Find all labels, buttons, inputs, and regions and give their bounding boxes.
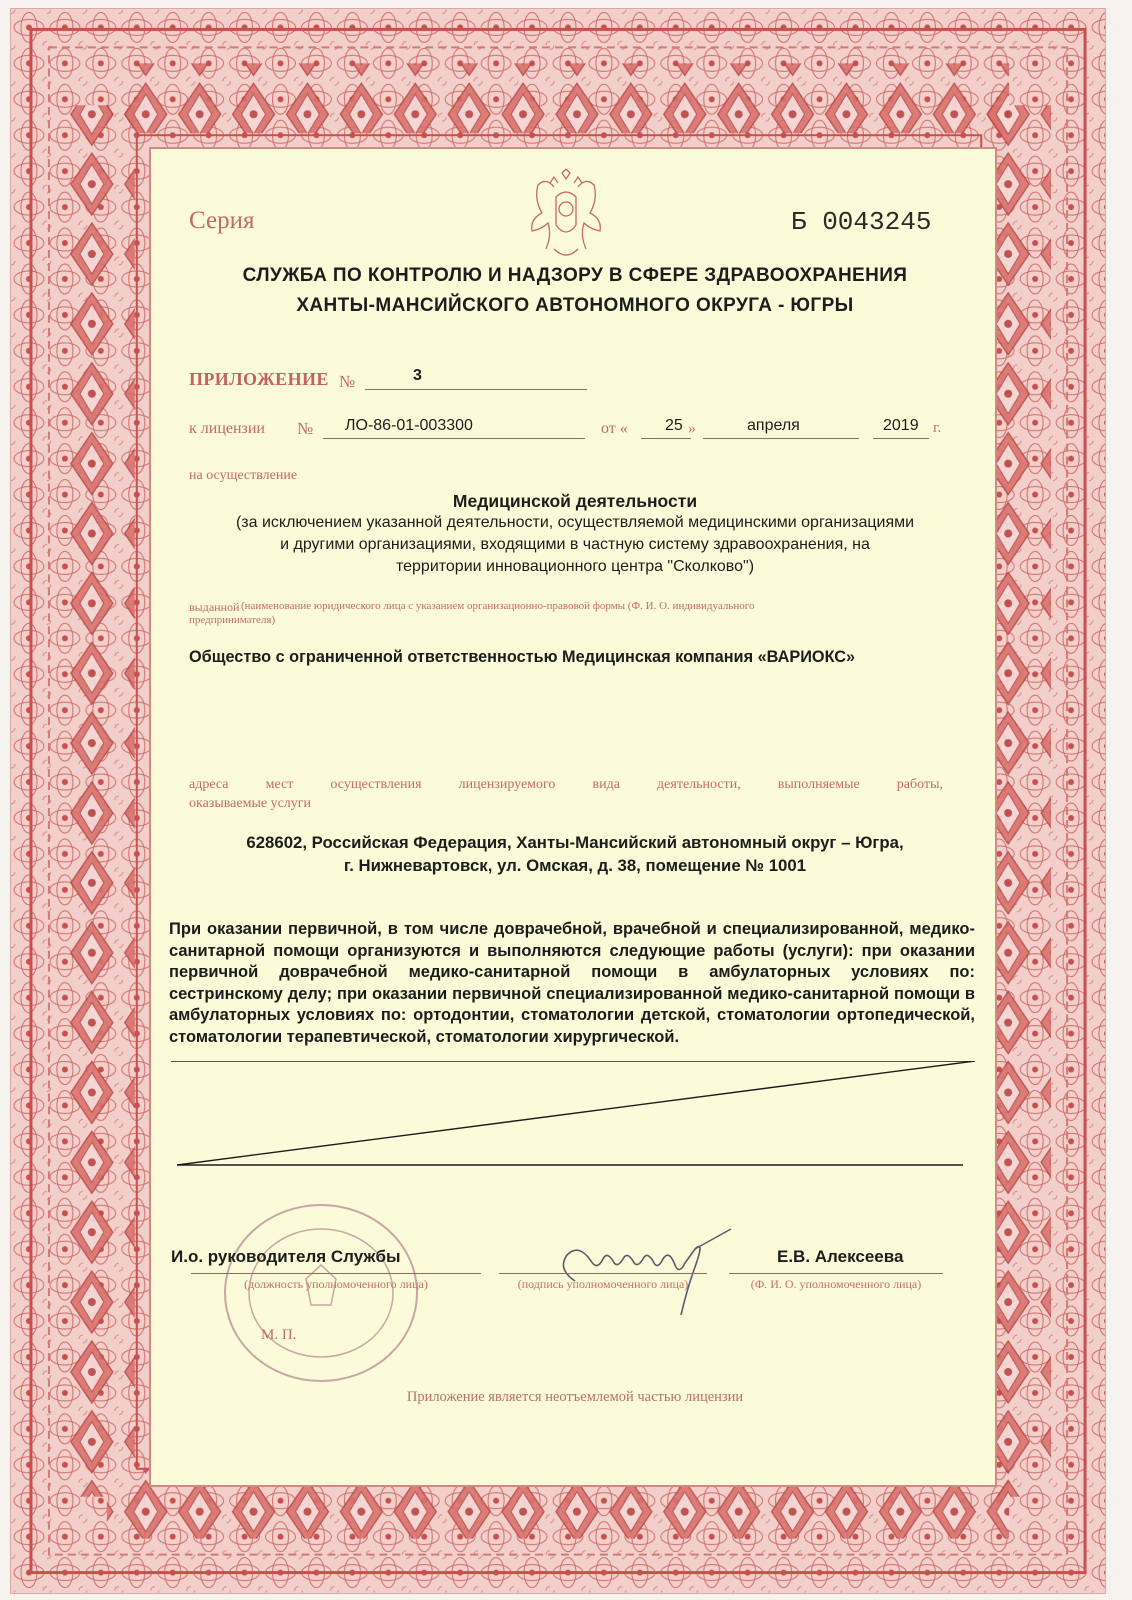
- name-caption: (Ф. И. О. уполномоченного лица): [750, 1277, 922, 1291]
- date-month: апреля: [747, 417, 800, 434]
- authority-line-1: СЛУЖБА ПО КОНТРОЛЮ И НАДЗОРУ В СФЕРЕ ЗДРАВООХРАНЕНИЯ: [242, 265, 908, 286]
- date-month-line: [703, 438, 859, 439]
- position-caption: (должность уполномоченного лица): [244, 1277, 428, 1291]
- activity-title: Медицинской деятельности: [452, 491, 698, 511]
- activity-note-line-3: территории инновационного центра "Сколково"): [395, 558, 755, 575]
- activity-label: на осуществление: [189, 468, 298, 483]
- license-content: [149, 147, 997, 1487]
- year-suffix: г.: [933, 420, 942, 436]
- handwritten-signature: [545, 1209, 735, 1319]
- appendix-number: 3: [413, 367, 422, 384]
- issued-hint-line-2: предпринимателя): [189, 614, 276, 626]
- address-line-1: 628602, Российская Федерация, Ханты-Мансийский автономный округ – Югра,: [246, 833, 904, 852]
- address-label-line-2: оказываемые услуги: [189, 796, 312, 811]
- blank-space-strike: [171, 1061, 977, 1171]
- license-number-line: [323, 438, 585, 439]
- signer-name: Е.В. Алексеева: [777, 1247, 904, 1266]
- activity-note-line-1: (за исключением указанной деятельности, осуществляемой медицинскими организациями: [235, 514, 915, 531]
- date-day: 25: [665, 417, 683, 434]
- license-number-sign: №: [297, 419, 314, 438]
- coat-of-arms-icon: [526, 169, 606, 261]
- date-year: 2019: [883, 417, 919, 434]
- footer-note: Приложение является неотъемлемой частью лицензии: [406, 1389, 744, 1405]
- date-year-line: [873, 438, 929, 439]
- services-description: При оказании первичной, в том числе доврачебной, врачебной и специализированной, медико-санитарной помощи организуются и выполняются следующие работы (услуги): при оказании первичной доврачебной медико-санитарной помощи в амбулаторных условиях по: сестринскому делу; при оказании первичной специализированной медико-санитарной помощи в амбулаторных условиях по: ортодонтии, стоматологии детской, стоматологии ортопедической, стоматологии терапевтической, стоматологии хирургической.: [169, 920, 975, 1046]
- license-sheet: [10, 8, 1106, 1594]
- license-number: ЛО-86-01-003300: [345, 417, 473, 434]
- issued-hint-line-1: (наименование юридического лица с указанием организационно-правовой формы (Ф. И. О. индивидуального: [241, 600, 755, 612]
- seal-place-label: М. П.: [261, 1327, 297, 1343]
- date-from-label: от «: [601, 420, 628, 437]
- name-line: [729, 1273, 943, 1274]
- appendix-number-line: [365, 389, 587, 390]
- series-number: Б 0043245: [791, 207, 932, 237]
- position-line: [191, 1273, 481, 1274]
- address-line-2: г. Нижневартовск, ул. Омская, д. 38, помещение № 1001: [343, 856, 807, 875]
- organization-name: Общество с ограниченной ответственностью Медицинская компания «ВАРИОКС»: [189, 648, 856, 666]
- appendix-label: ПРИЛОЖЕНИЕ: [189, 369, 329, 389]
- signature-caption: (подпись уполномоченного лица): [517, 1277, 689, 1291]
- issued-label: выданной: [189, 600, 240, 614]
- activity-note-line-2: и другими организациями, входящими в частную систему здравоохранения, на: [280, 536, 870, 553]
- signature-line: [499, 1273, 707, 1274]
- address-label-line-1: адреса мест осуществления лицензируемого вида деятельности, выполняемые работы,: [189, 777, 943, 792]
- authority-line-2: ХАНТЫ-МАНСИЙСКОГО АВТОНОМНОГО ОКРУГА - ЮГРЫ: [296, 295, 854, 316]
- date-close-quote: »: [688, 420, 696, 437]
- license-label: к лицензии: [189, 420, 265, 437]
- date-day-line: [641, 438, 691, 439]
- appendix-number-sign: №: [339, 372, 356, 391]
- series-label: Серия: [189, 207, 255, 234]
- signer-position: И.о. руководителя Службы: [171, 1247, 401, 1266]
